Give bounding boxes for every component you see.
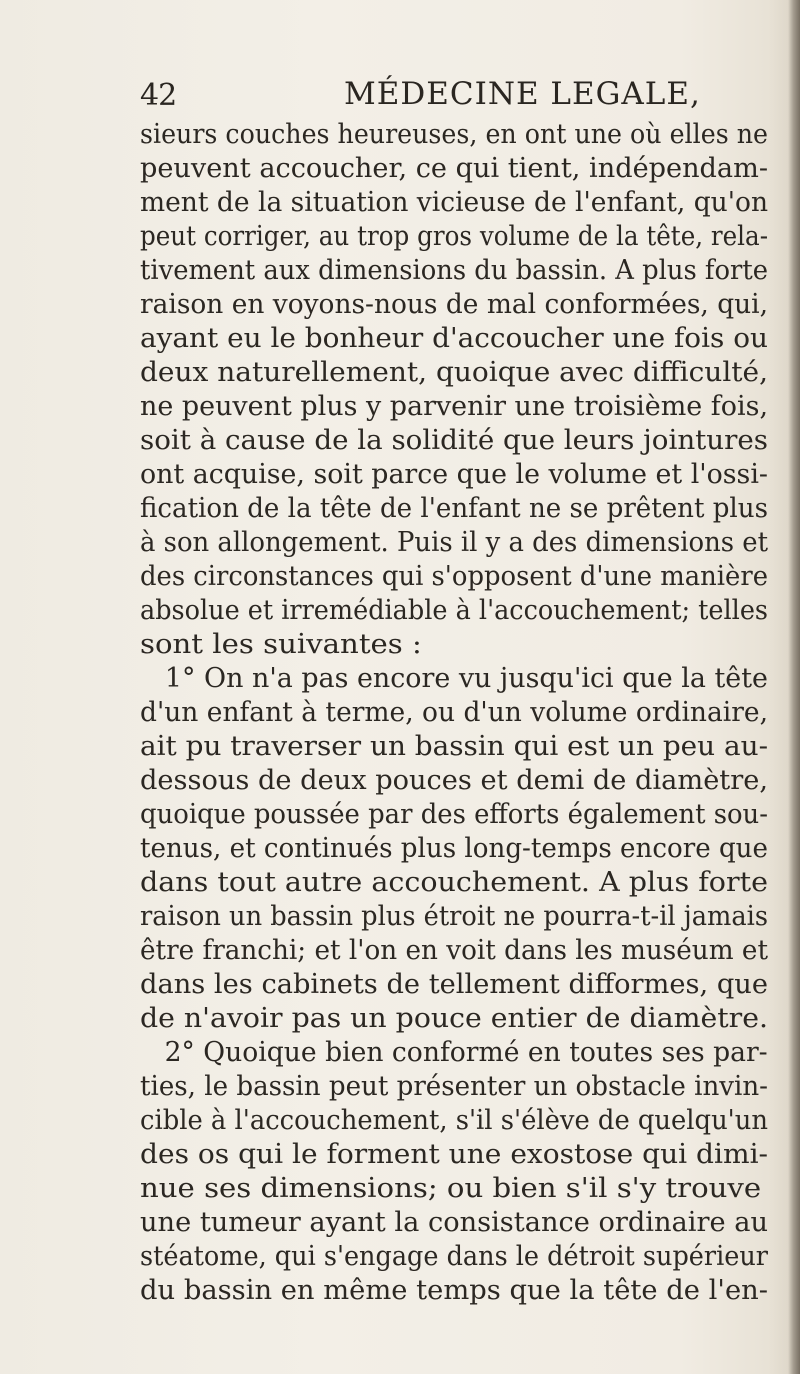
text-line: sont les suivantes : <box>140 629 422 660</box>
text-line: dans tout autre accouchement. A plus forte <box>140 867 768 898</box>
text-line: deux naturellement, quoique avec difficulté, <box>140 357 769 388</box>
text-line: ait pu traverser un bassin qui est un peu au- <box>140 731 768 762</box>
text-line: tenus, et continués plus long-temps encore que <box>140 833 768 864</box>
body-text <box>140 118 768 1308</box>
text-line: soit à cause de la solidité que leurs jointures <box>140 425 769 456</box>
text-line: de n'avoir pas un pouce entier de diamètre. <box>140 1003 768 1034</box>
text-line: du bassin en même temps que la tête de l'en- <box>140 1275 768 1306</box>
text-line: peuvent accoucher, ce qui tient, indépendam- <box>140 153 769 184</box>
text-line: ne peuvent plus y parvenir une troisième fois, <box>140 391 769 422</box>
text-line: quoique poussée par des efforts également sou- <box>140 799 768 830</box>
text-line: d'un enfant à terme, ou d'un volume ordinaire, <box>140 697 769 728</box>
text-line: une tumeur ayant la consistance ordinaire au <box>140 1207 769 1238</box>
text-line: ont acquise, soit parce que le volume et l'ossi- <box>140 459 768 490</box>
text-line: raison un bassin plus étroit ne pourra-t-il jamais <box>140 901 769 932</box>
text-line: à son allongement. Puis il y a des dimensions et <box>140 527 769 558</box>
text-line: fication de la tête de l'enfant ne se prêtent plus <box>140 493 768 524</box>
text-line: ment de la situation vicieuse de l'enfant, qu'on <box>140 187 769 218</box>
text-line: être franchi; et l'on en voit dans les muséum et <box>140 935 769 966</box>
text-line: des circonstances qui s'opposent d'une manière <box>140 561 768 592</box>
text-line: cible à l'accouchement, s'il s'élève de quelqu'un <box>140 1105 769 1136</box>
page-number: 42 <box>140 78 177 113</box>
text-line: absolue et irremédiable à l'accouchement; telles <box>140 595 769 626</box>
paragraph-first-line: 2° Quoique bien conformé en toutes ses par- <box>164 1037 768 1068</box>
text-line: stéatome, qui s'engage dans le détroit supérieur <box>140 1241 768 1272</box>
text-line: ayant eu le bonheur d'accoucher une fois ou <box>140 323 768 354</box>
page-edge-shadow <box>788 0 800 1374</box>
paragraph-first-line: 1° On n'a pas encore vu jusqu'ici que la tête <box>164 663 768 694</box>
text-line: sieurs couches heureuses, en ont une où elles ne <box>140 119 768 150</box>
text-line: des os qui le forment une exostose qui dimi- <box>140 1139 769 1170</box>
text-line: raison en voyons-nous de mal conformées, qui, <box>140 289 769 320</box>
text-line: dessous de deux pouces et demi de diamètre, <box>140 765 769 796</box>
page-header <box>140 72 760 118</box>
running-head: MÉDECINE LEGALE, <box>344 76 701 112</box>
text-line: tivement aux dimensions du bassin. A plus forte <box>140 255 768 286</box>
text-line: peut corriger, au trop gros volume de la tête, rela- <box>140 221 769 252</box>
text-line: nue ses dimensions; ou bien s'il s'y trouve <box>140 1173 762 1204</box>
text-line: dans les cabinets de tellement difformes, que <box>140 969 769 1000</box>
text-line: ties, le bassin peut présenter un obstacle invin- <box>140 1071 768 1102</box>
